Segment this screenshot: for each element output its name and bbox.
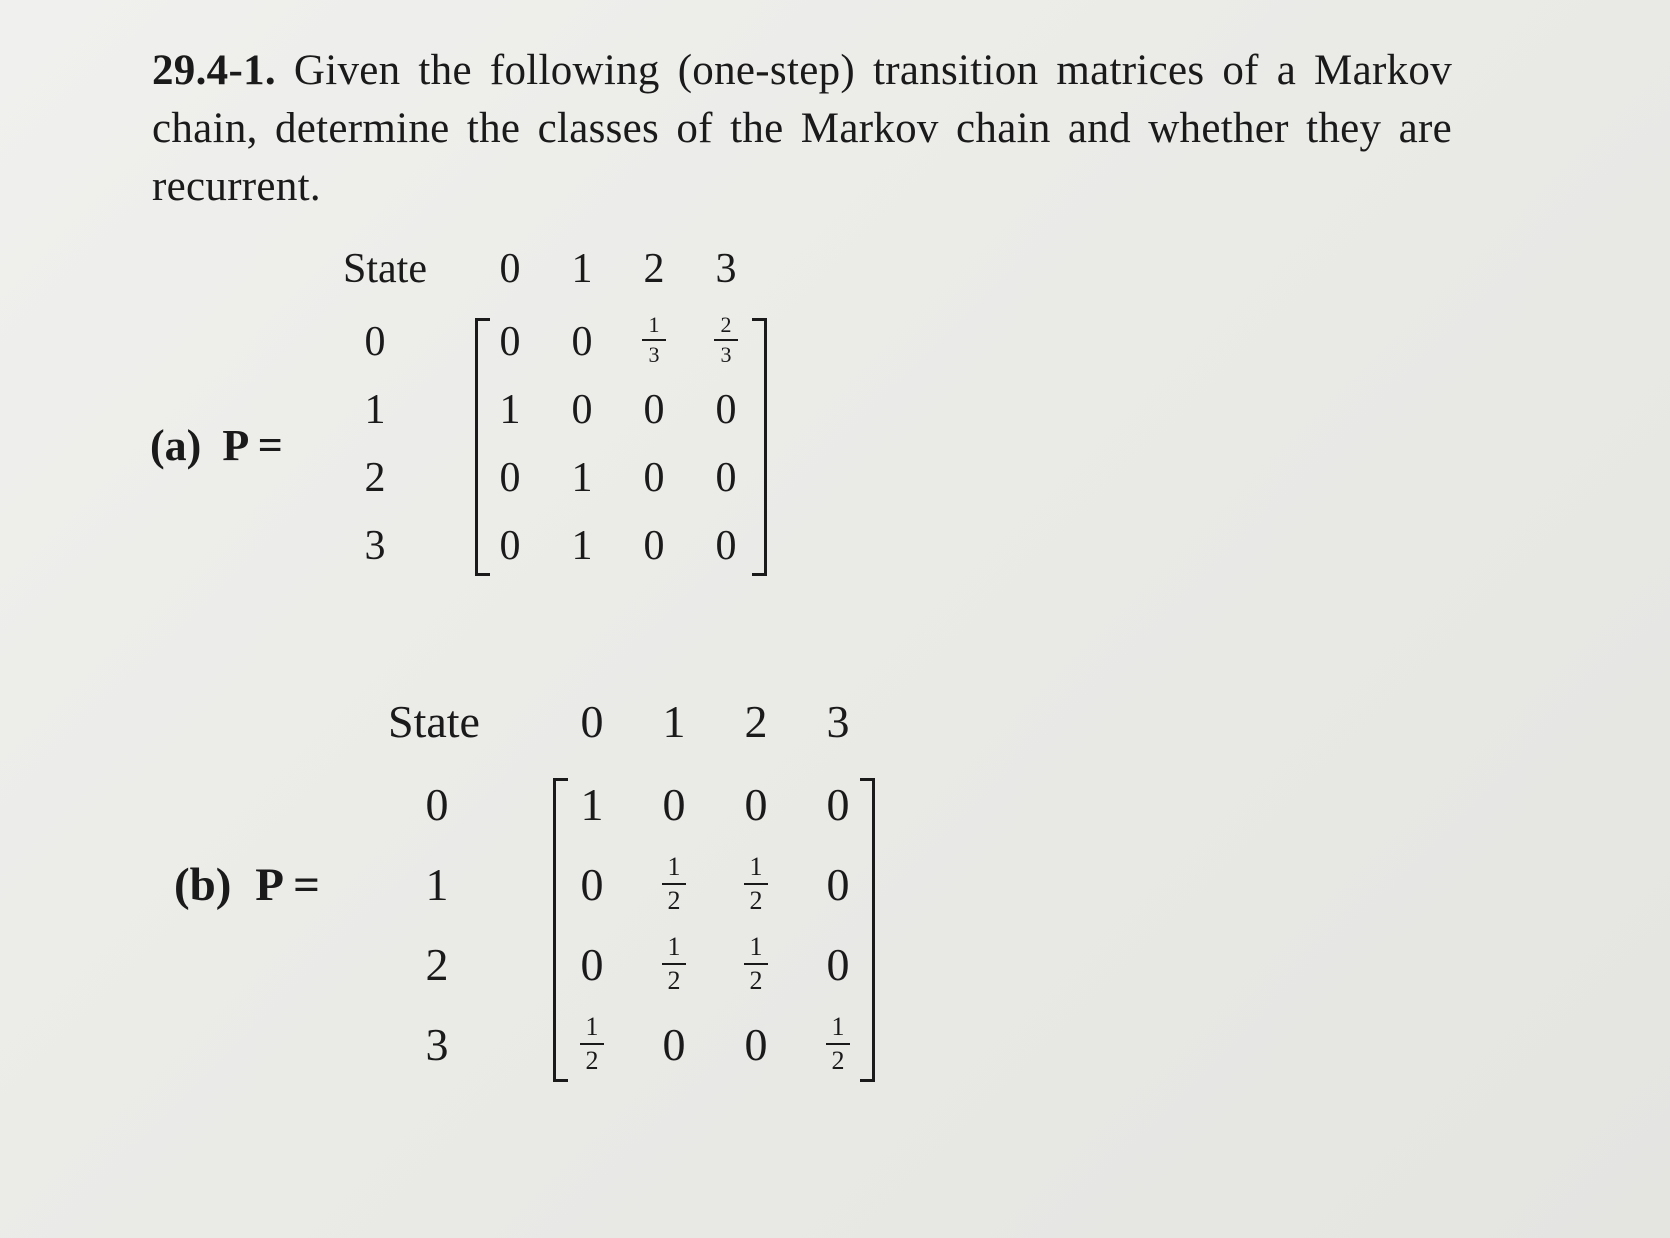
matrix-cell: 0 xyxy=(715,387,737,433)
fraction-numerator: 1 xyxy=(648,312,660,337)
matrix-fraction-cell xyxy=(736,934,776,994)
part-b-row-state: 1 xyxy=(425,859,449,910)
matrix-cell: 0 xyxy=(826,859,850,910)
part-a-row-state: 0 xyxy=(364,319,386,365)
part-b-symbol: P = xyxy=(255,859,320,911)
matrix-fraction-cell xyxy=(706,314,746,366)
matrix-fraction-cell xyxy=(654,854,694,914)
matrix-fraction-cell xyxy=(634,314,674,366)
matrix-cell: 0 xyxy=(499,319,521,365)
part-a-letter: (a) xyxy=(150,421,202,470)
part-a-row-state: 3 xyxy=(364,523,386,569)
part-a-col-state: 3 xyxy=(715,246,737,292)
matrix-cell: 0 xyxy=(643,387,665,433)
fraction-numerator: 1 xyxy=(749,852,763,881)
part-b-col-state: 3 xyxy=(826,696,850,747)
part-a-col-state: 1 xyxy=(571,246,593,292)
matrix-fraction-cell xyxy=(818,1014,858,1074)
matrix-cell: 1 xyxy=(580,779,604,830)
fraction-bar xyxy=(714,339,738,341)
matrix-cell: 0 xyxy=(580,939,604,990)
problem-statement xyxy=(152,42,1452,216)
fraction-bar xyxy=(642,339,666,341)
matrix-cell: 0 xyxy=(499,523,521,569)
matrix-cell: 0 xyxy=(571,319,593,365)
fraction-denominator: 2 xyxy=(749,886,763,915)
matrix-cell: 0 xyxy=(744,779,768,830)
matrix-cell: 0 xyxy=(744,1019,768,1070)
matrix-cell: 1 xyxy=(571,455,593,501)
part-b-row-state: 2 xyxy=(425,939,449,990)
part-b-row-state: 3 xyxy=(425,1019,449,1070)
part-b-state-header: State xyxy=(388,696,480,747)
fraction-bar xyxy=(826,1043,850,1045)
fraction-bar xyxy=(662,963,686,965)
part-a-symbol: P = xyxy=(222,421,283,470)
part-a-col-state: 0 xyxy=(499,246,521,292)
matrix-cell: 0 xyxy=(643,523,665,569)
problem-number: 29.4-1. xyxy=(152,47,276,94)
matrix-cell: 0 xyxy=(715,455,737,501)
part-a-row-state: 1 xyxy=(364,387,386,433)
part-b-col-state: 1 xyxy=(662,696,686,747)
matrix-cell: 0 xyxy=(826,939,850,990)
matrix-fraction-cell xyxy=(736,854,776,914)
problem-text: Given the following (one-step) transition matrices of a Markov chain, determine the classes of the Markov chain and whether they are recurrent. xyxy=(152,47,1452,210)
fraction-numerator: 1 xyxy=(749,932,763,961)
fraction-bar xyxy=(662,883,686,885)
fraction-denominator: 2 xyxy=(667,966,681,995)
part-b-letter: (b) xyxy=(174,859,232,911)
matrix-cell: 1 xyxy=(499,387,521,433)
part-b-row-state: 0 xyxy=(425,779,449,830)
fraction-bar xyxy=(744,963,768,965)
fraction-denominator: 3 xyxy=(720,342,732,367)
matrix-cell: 0 xyxy=(580,859,604,910)
matrix-cell: 0 xyxy=(643,455,665,501)
fraction-denominator: 3 xyxy=(648,342,660,367)
part-b-col-state: 2 xyxy=(744,696,768,747)
matrix-cell: 0 xyxy=(715,523,737,569)
matrix-cell: 0 xyxy=(571,387,593,433)
matrix-cell: 0 xyxy=(826,779,850,830)
fraction-denominator: 2 xyxy=(667,886,681,915)
fraction-numerator: 1 xyxy=(831,1012,845,1041)
part-a-label xyxy=(150,420,283,471)
part-a-state-header: State xyxy=(343,246,427,292)
matrix-cell: 1 xyxy=(571,523,593,569)
part-b-col-state: 0 xyxy=(580,696,604,747)
matrix-fraction-cell xyxy=(572,1014,612,1074)
part-b-label xyxy=(174,858,320,912)
fraction-numerator: 1 xyxy=(585,1012,599,1041)
fraction-denominator: 2 xyxy=(585,1046,599,1075)
fraction-numerator: 2 xyxy=(720,312,732,337)
matrix-cell: 0 xyxy=(662,779,686,830)
fraction-numerator: 1 xyxy=(667,932,681,961)
part-a-col-state: 2 xyxy=(643,246,665,292)
matrix-cell: 0 xyxy=(499,455,521,501)
fraction-denominator: 2 xyxy=(831,1046,845,1075)
fraction-numerator: 1 xyxy=(667,852,681,881)
fraction-denominator: 2 xyxy=(749,966,763,995)
fraction-bar xyxy=(744,883,768,885)
matrix-fraction-cell xyxy=(654,934,694,994)
part-a-row-state: 2 xyxy=(364,455,386,501)
fraction-bar xyxy=(580,1043,604,1045)
matrix-cell: 0 xyxy=(662,1019,686,1070)
